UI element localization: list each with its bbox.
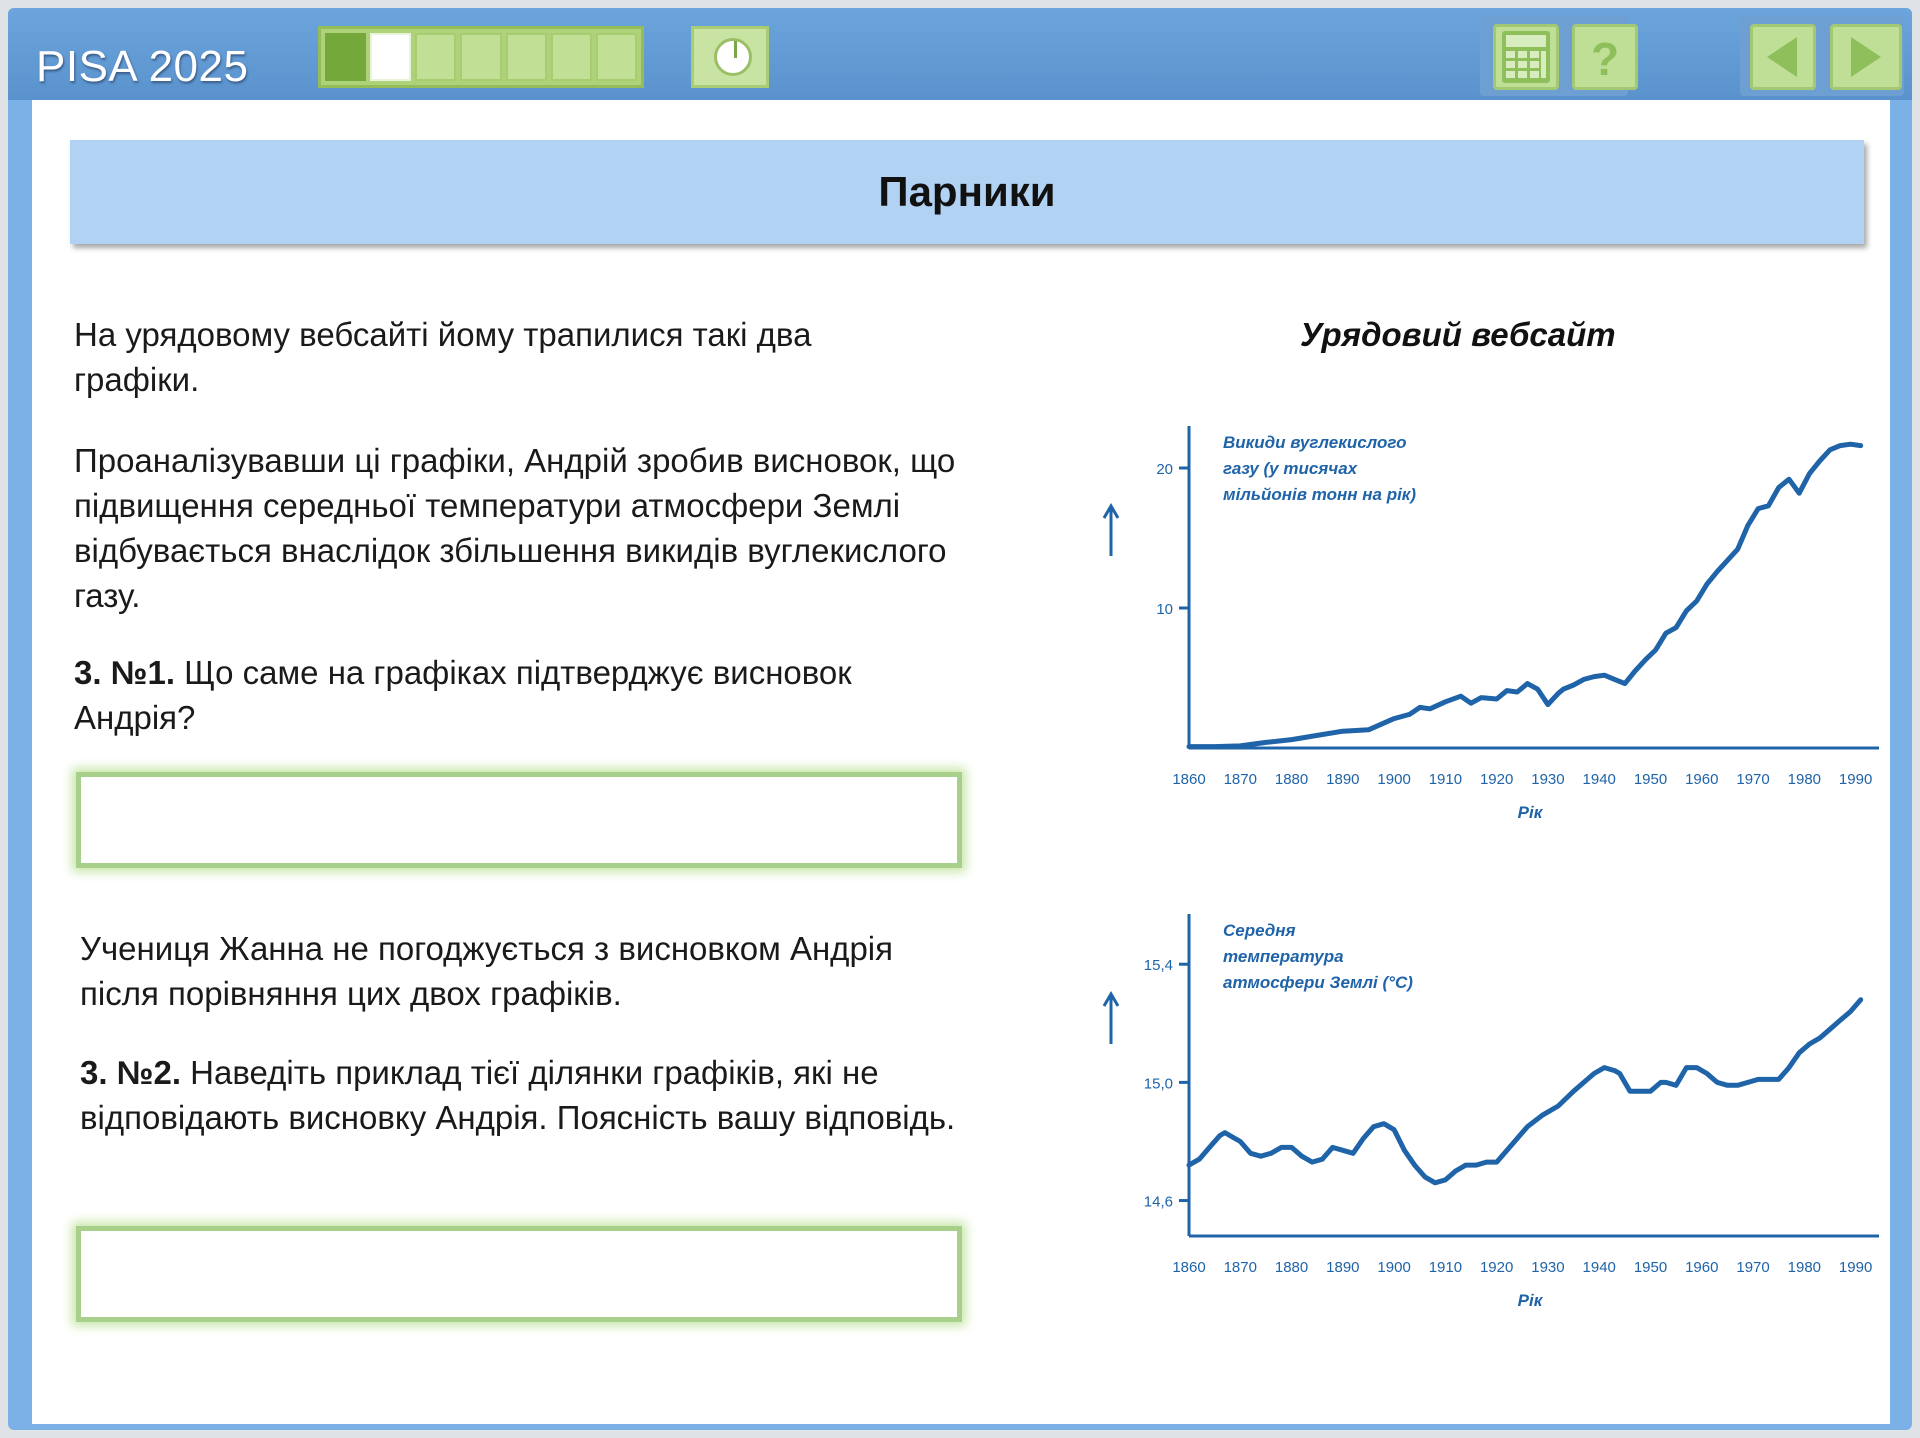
intro-text: На урядовому вебсайті йому трапилися такі два графіки. [74, 316, 812, 398]
progress-segment-5 [506, 33, 547, 81]
question-page [32, 100, 1890, 1424]
zhanna-text: Учениця Жанна не погоджується з висновком Андрія після порівняння цих двох графіків. [80, 930, 893, 1012]
x-tick-label: 1980 [1787, 1259, 1822, 1276]
next-arrow-icon [1833, 27, 1899, 87]
y-tick-label: 20 [1156, 461, 1173, 478]
chart-title: Викиди вуглекислого газу (у тисячах мільйонів тонн на рік) [1223, 433, 1417, 504]
answer-2-input[interactable] [76, 1226, 962, 1322]
x-tick-label: 1960 [1685, 1259, 1719, 1276]
x-tick-label: 1960 [1685, 771, 1719, 788]
website-title: Урядовий вебсайт [1300, 316, 1616, 353]
x-tick-label: 1860 [1172, 1259, 1206, 1276]
title-banner [70, 140, 1864, 244]
x-tick-label: 1920 [1479, 771, 1514, 788]
x-tick-label: 1950 [1633, 1259, 1668, 1276]
calculator-button[interactable] [1493, 24, 1559, 90]
x-axis-label: Рік [1517, 1291, 1543, 1310]
x-tick-label: 1910 [1428, 771, 1463, 788]
x-tick-label: 1930 [1531, 1259, 1565, 1276]
up-arrow-icon [1104, 506, 1118, 556]
x-tick-label: 1910 [1428, 1259, 1463, 1276]
co2-chart [1066, 418, 1886, 838]
question-2 [80, 1050, 960, 1140]
x-tick-label: 1900 [1377, 771, 1411, 788]
chart-title: Середня температура атмосфери Землі (°C) [1223, 921, 1413, 992]
x-tick-label: 1890 [1326, 771, 1360, 788]
progress-segment-4 [460, 33, 501, 81]
question-1-text: Що саме на графіках підтверджує висновок Андрія? [74, 654, 852, 736]
x-tick-label: 1880 [1274, 1259, 1309, 1276]
back-button[interactable] [1750, 24, 1816, 90]
x-tick-label: 1930 [1531, 771, 1565, 788]
brand-logo: PISA 2025 [36, 42, 249, 91]
progress-segment-3 [415, 33, 456, 81]
question-1-number: 3. №1. [74, 654, 175, 691]
question-2-text: Наведіть приклад тієї ділянки графіків, які не відповідають висновку Андрія. Поясність вашу відповідь. [80, 1054, 956, 1136]
x-tick-label: 1890 [1326, 1259, 1360, 1276]
timer-button[interactable] [691, 26, 769, 88]
x-tick-label: 1990 [1838, 1259, 1873, 1276]
question-2-number: 3. №2. [80, 1054, 181, 1091]
x-tick-label: 1900 [1377, 1259, 1411, 1276]
progress-bar [318, 26, 644, 88]
y-tick-label: 15,0 [1143, 1075, 1173, 1093]
progress-segment-2 [370, 33, 411, 81]
y-tick-label: 15,4 [1143, 957, 1173, 975]
svg-text:?: ? [1590, 33, 1620, 85]
x-tick-label: 1870 [1223, 1259, 1257, 1276]
x-tick-label: 1870 [1223, 771, 1257, 788]
test-app [8, 8, 1912, 1430]
x-tick-label: 1860 [1172, 771, 1206, 788]
x-tick-label: 1980 [1787, 771, 1822, 788]
x-tick-label: 1950 [1633, 771, 1668, 788]
x-tick-label: 1940 [1582, 1259, 1616, 1276]
y-tick-label: 10 [1156, 601, 1173, 618]
x-tick-label: 1920 [1479, 1259, 1514, 1276]
x-tick-label: 1880 [1274, 771, 1309, 788]
progress-segment-7 [596, 33, 637, 81]
calculator-icon [1496, 27, 1556, 87]
series-line-temperature [1189, 1000, 1861, 1183]
help-icon [1575, 27, 1635, 87]
progress-segment-1 [325, 33, 366, 81]
andriy-conclusion-text: Проаналізувавши ці графіки, Андрій зробив висновок, що підвищення середньої температури атмосфери Землі відбувається внаслідок збільшення викидів вуглекислого газу. [74, 442, 956, 614]
answer-1-input[interactable] [76, 772, 962, 868]
question-1 [74, 650, 954, 740]
timer-icon [714, 38, 752, 76]
x-tick-label: 1970 [1736, 1259, 1770, 1276]
up-arrow-icon [1104, 994, 1118, 1044]
help-button[interactable] [1572, 24, 1638, 90]
progress-segment-6 [551, 33, 592, 81]
page-title: Парники [878, 168, 1056, 215]
x-tick-label: 1990 [1838, 771, 1873, 788]
temperature-chart [1066, 906, 1886, 1326]
x-axis-label: Рік [1517, 803, 1543, 822]
next-button[interactable] [1830, 24, 1902, 90]
top-toolbar [8, 8, 1912, 100]
back-arrow-icon [1753, 27, 1813, 87]
y-tick-label: 14,6 [1143, 1193, 1173, 1211]
x-tick-label: 1940 [1582, 771, 1616, 788]
x-tick-label: 1970 [1736, 771, 1770, 788]
